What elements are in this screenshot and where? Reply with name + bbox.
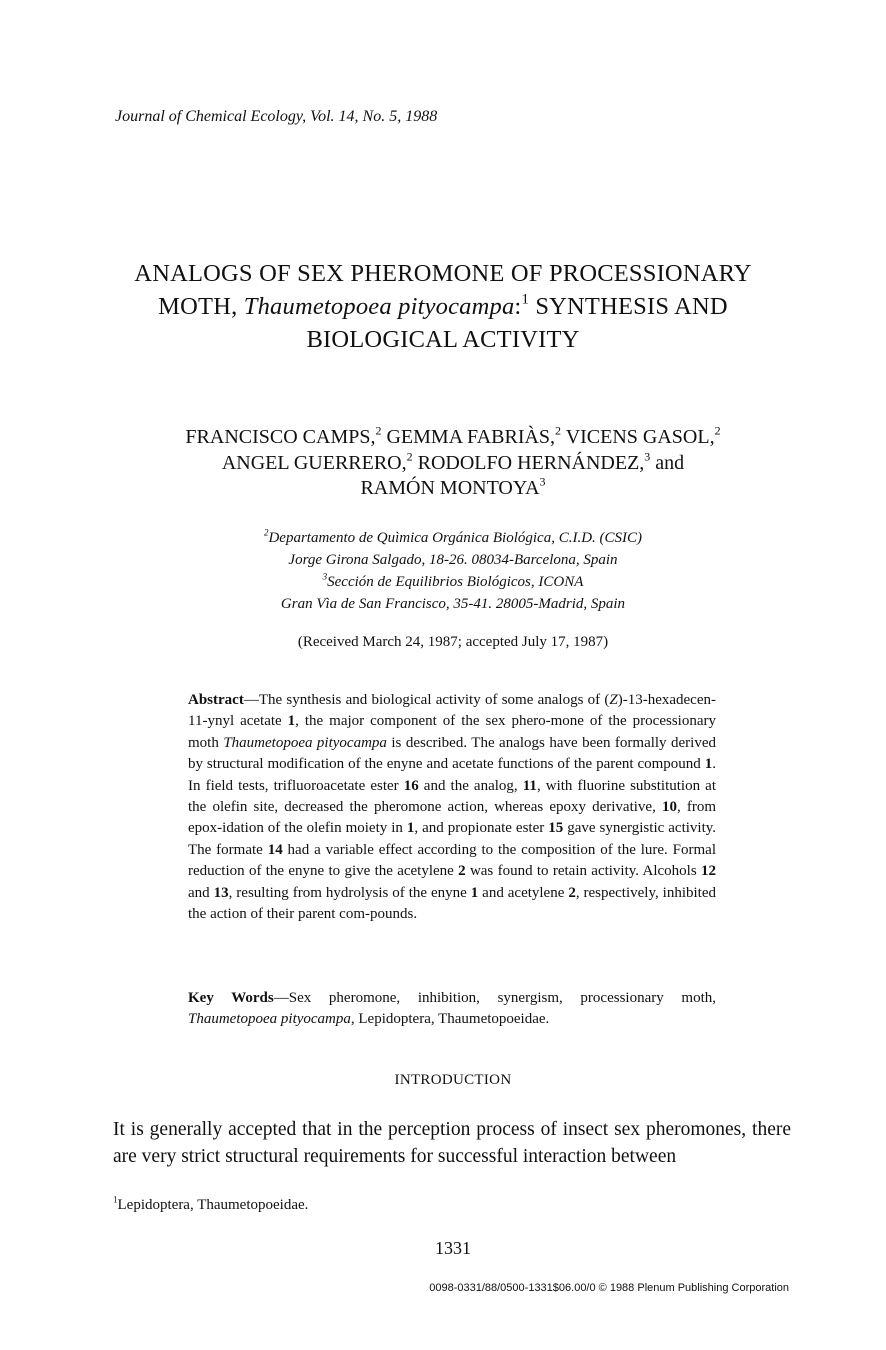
abstract-text: , respectively, inhibited the action of their parent com-pounds. bbox=[188, 884, 717, 923]
abstract-text: and bbox=[188, 884, 214, 901]
affil-marker: 3 bbox=[322, 571, 328, 582]
authors-line-2 bbox=[0, 451, 886, 477]
compound-ref: 11 bbox=[522, 777, 537, 794]
author-name: RAMÓN MONTOYA bbox=[360, 477, 540, 499]
compound-ref: 16 bbox=[403, 777, 419, 794]
compound-ref: 1 bbox=[406, 820, 415, 837]
compound-ref: 10 bbox=[661, 799, 677, 816]
abstract-text: is described. The analogs have been formally derived by structural modification of the enyne and acetate functions of the parent compound bbox=[188, 734, 717, 773]
footnote-marker: 1 bbox=[113, 1194, 118, 1205]
journal-citation: Journal of Chemical Ecology, Vol. 14, No. 5, 1988 bbox=[115, 108, 438, 125]
abstract-label: Abstract bbox=[188, 692, 244, 708]
title-footnote-ref: 1 bbox=[521, 291, 529, 308]
abstract-text: and acetylene bbox=[478, 884, 569, 901]
abstract-text: , from epox-idation of the olefin moiety in bbox=[188, 799, 716, 837]
abstract-text: . In field tests, trifluoroacetate ester bbox=[188, 756, 716, 794]
author-conjunction: and bbox=[655, 451, 685, 474]
compound-ref: 14 bbox=[267, 841, 283, 858]
keywords-species: Thaumetopoea pityocampa bbox=[188, 1011, 351, 1028]
received-dates: (Received March 24, 1987; accepted July 17, 1987) bbox=[297, 634, 609, 650]
keywords-label: Key Words bbox=[188, 990, 274, 1006]
abstract bbox=[188, 690, 716, 925]
keywords-text: —Sex pheromone, inhibition, synergism, processionary moth, bbox=[273, 990, 716, 1006]
authors-line-1 bbox=[0, 425, 886, 451]
compound-ref: 15 bbox=[548, 820, 564, 837]
abstract-text: was found to retain activity. Alcohols bbox=[465, 863, 701, 880]
author-affil-ref: 2 bbox=[375, 423, 382, 438]
author-name: FRANCISCO CAMPS, bbox=[185, 426, 376, 448]
compound-ref: 1 bbox=[470, 884, 479, 901]
compound-ref: 12 bbox=[701, 863, 716, 880]
keywords-text: , Lepidoptera, Thaumetopoeidae. bbox=[350, 1011, 550, 1028]
title-moth: MOTH, bbox=[158, 293, 238, 320]
author-name: ANGEL GUERRERO, bbox=[221, 451, 407, 474]
affiliation-2-line-2: Gran Vìa de San Francisco, 35-41. 28005-Madrid, Spain bbox=[280, 596, 626, 612]
author-affil-ref: 2 bbox=[555, 423, 562, 438]
author-affil-ref: 2 bbox=[714, 423, 721, 438]
abstract-species: Thaumetopoea pityocampa bbox=[223, 734, 387, 751]
abstract-text: , resulting from hydrolysis of the enyne bbox=[228, 884, 471, 901]
abstract-text: —The synthesis and biological activity of some analogs of ( bbox=[243, 692, 610, 708]
section-heading-introduction: INTRODUCTION bbox=[394, 1072, 512, 1088]
author-name: RODOLFO HERNÁNDEZ, bbox=[417, 451, 645, 474]
author-affil-ref: 2 bbox=[406, 449, 413, 464]
abstract-text: gave synergistic activity. The formate bbox=[188, 820, 717, 858]
compound-ref: 2 bbox=[568, 884, 576, 901]
affil-text: Departamento de Quìmica Orgánica Biológica, C.I.D. (CSIC) bbox=[268, 530, 643, 546]
affiliation-1-line-1 bbox=[0, 527, 886, 549]
title-species: Thaumetopoea pityocampa bbox=[243, 293, 515, 320]
abstract-text: had a variable effect according to the composition of the lure. Formal reduction of the enyne to give the acetylene bbox=[188, 841, 716, 880]
affiliations bbox=[0, 527, 886, 615]
title-line-1: ANALOGS OF SEX PHEROMONE OF PROCESSIONARY bbox=[134, 260, 752, 287]
author-name: GEMMA FABRIÀS, bbox=[386, 426, 556, 448]
compound-ref: 1 bbox=[704, 756, 713, 773]
affiliation-1-line-2: Jorge Girona Salgado, 18-26. 08034-Barcelona, Spain bbox=[288, 552, 618, 568]
affiliation-2-line-1 bbox=[0, 571, 886, 593]
abstract-text: , the major component of the sex phero-mone of the processionary moth bbox=[188, 713, 716, 751]
compound-ref: 1 bbox=[287, 713, 296, 730]
page-number: 1331 bbox=[435, 1238, 471, 1258]
copyright-line: 0098-0331/88/0500-1331$06.00/0 © 1988 Plenum Publishing Corporation bbox=[429, 1282, 789, 1294]
introduction-paragraph: It is generally accepted that in the perception process of insect sex pheromones, there are very strict structural requirements for successful interaction between bbox=[113, 1119, 791, 1167]
footnote-text: Lepidoptera, Thaumetopoeidae. bbox=[117, 1197, 309, 1213]
abstract-text: and the analog, bbox=[418, 777, 523, 794]
compound-ref: 13 bbox=[213, 884, 229, 901]
footnote bbox=[113, 1194, 309, 1214]
authors-line-3 bbox=[0, 476, 886, 502]
compound-ref: 2 bbox=[458, 863, 466, 880]
author-name: VICENS GASOL, bbox=[565, 426, 715, 448]
title-colon: : bbox=[514, 293, 522, 320]
abstract-text: , and propionate ester bbox=[414, 820, 549, 837]
title-line-3: BIOLOGICAL ACTIVITY bbox=[306, 326, 580, 353]
affil-marker: 2 bbox=[263, 527, 269, 538]
affil-text: Sección de Equilibrios Biológicos, ICONA bbox=[327, 574, 584, 590]
abstract-text: Z bbox=[609, 692, 618, 708]
title-line-2 bbox=[0, 290, 886, 323]
title-synthesis: SYNTHESIS AND bbox=[535, 293, 728, 320]
article-title bbox=[0, 257, 886, 356]
author-affil-ref: 3 bbox=[644, 449, 651, 464]
key-words bbox=[188, 988, 716, 1031]
author-affil-ref: 3 bbox=[539, 474, 546, 489]
abstract-text: )-13-hexadecen-11-ynyl acetate bbox=[188, 692, 716, 730]
abstract-text: , with fluorine substitution at the olefin site, decreased the pheromone action, whereas epoxy derivative, bbox=[188, 777, 716, 816]
author-list bbox=[0, 425, 886, 502]
